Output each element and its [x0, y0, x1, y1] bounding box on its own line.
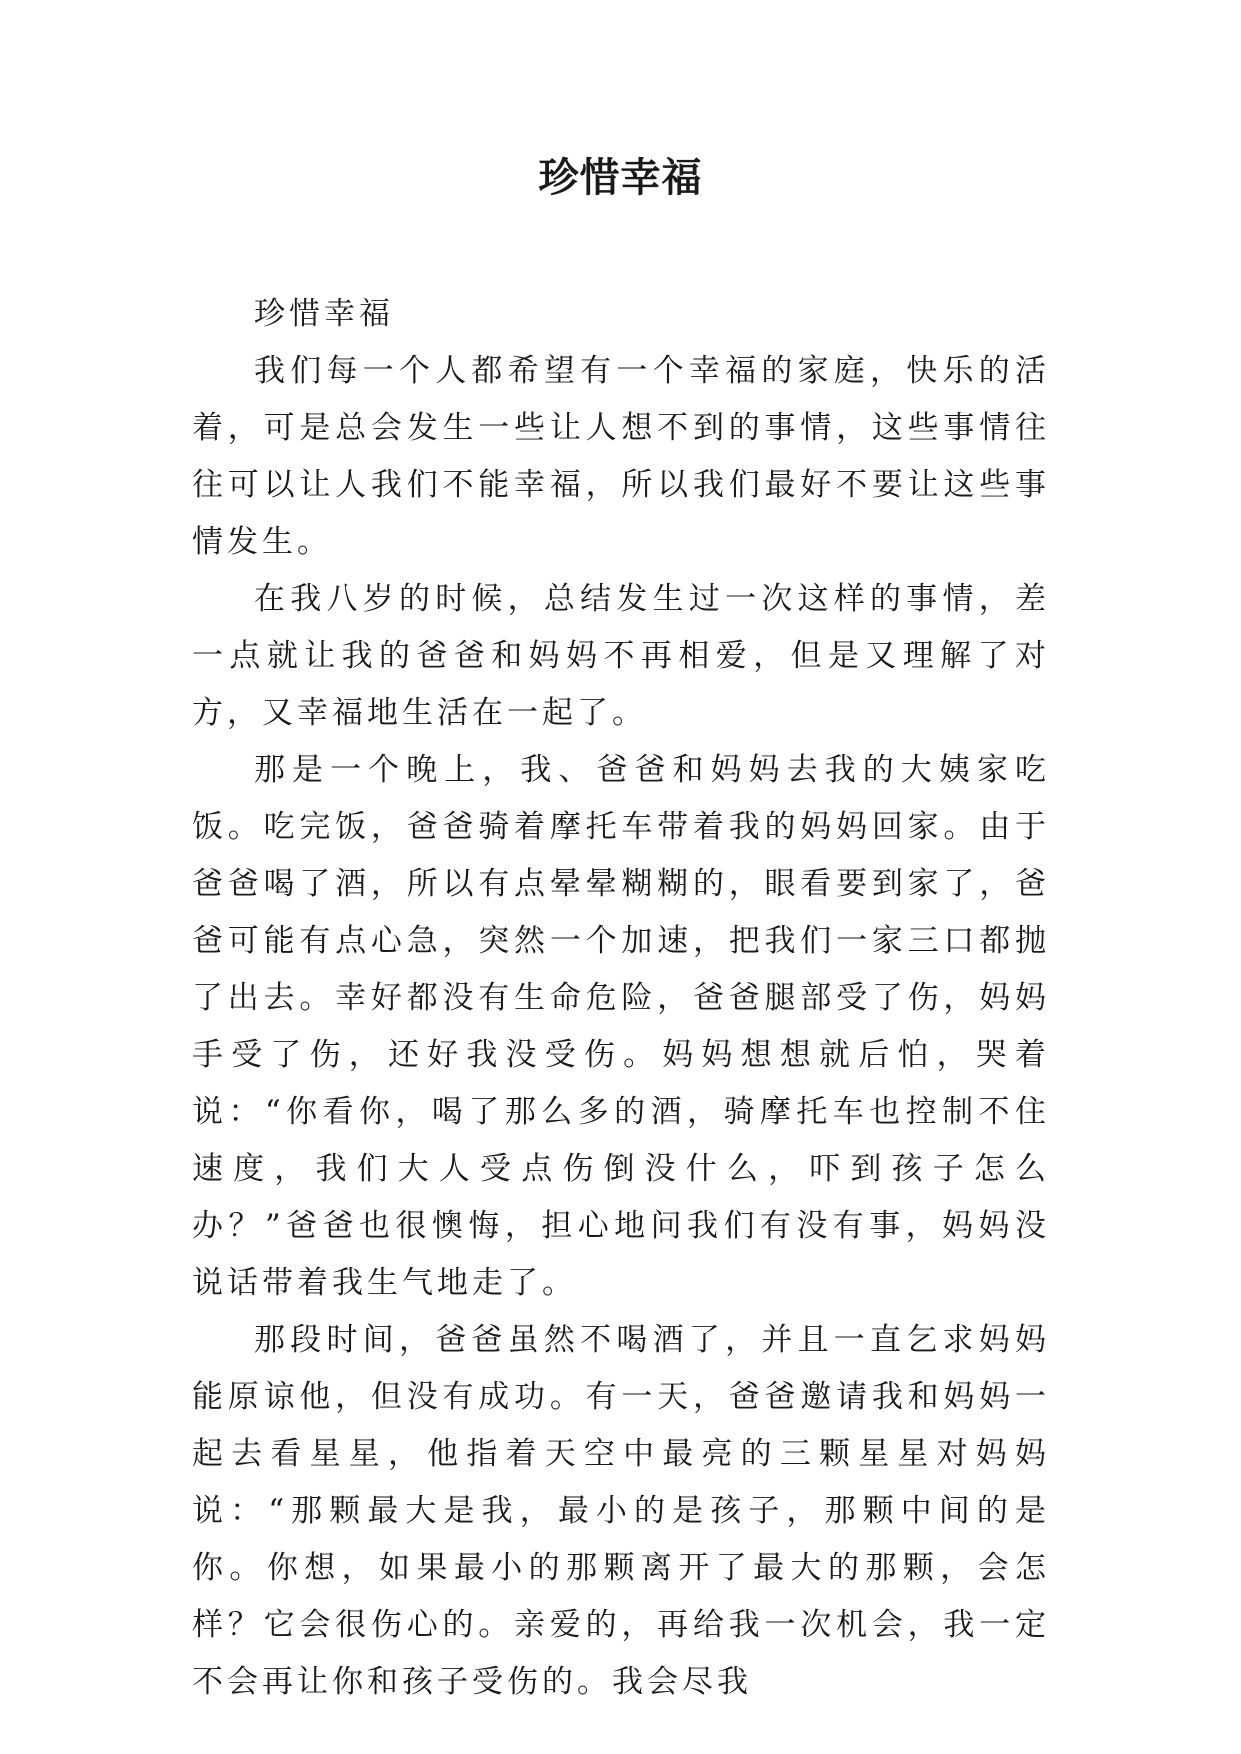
document-body: [192, 286, 1050, 1711]
document-title: 珍惜幸福: [538, 155, 703, 201]
paragraph: 我们每一个人都希望有一个幸福的家庭，快乐的活着，可是总会发生一些让人想不到的事情，这些事情往往可以让人我们不能幸福，所以我们最好不要让这些事情发生。: [192, 353, 1050, 560]
paragraph-subtitle: 珍惜幸福: [254, 296, 394, 332]
paragraph: 那段时间，爸爸虽然不喝酒了，并且一直乞求妈妈能原谅他，但没有成功。有一天，爸爸邀请我和妈妈一起去看星星，他指着天空中最亮的三颗星星对妈妈说：“那颗最大是我，最小的是孩子，那颗中间的是你。你想，如果最小的那颗离开了最大的那颗，会怎样？它会很伤心的。亲爱的，再给我一次机会，我一定不会再让你和孩子受伤的。我会尽我: [192, 1322, 1050, 1700]
paragraph: 在我八岁的时候，总结发生过一次这样的事情，差一点就让我的爸爸和妈妈不再相爱，但是又理解了对方，又幸福地生活在一起了。: [192, 581, 1050, 731]
paragraph: 那是一个晚上，我、爸爸和妈妈去我的大姨家吃饭。吃完饭，爸爸骑着摩托车带着我的妈妈回家。由于爸爸喝了酒，所以有点晕晕糊糊的，眼看要到家了，爸爸可能有点心急，突然一个加速，把我们一家三口都抛了出去。幸好都没有生命危险，爸爸腿部受了伤，妈妈手受了伤，还好我没受伤。妈妈想想就后怕，哭着说：“你看你，喝了那么多的酒，骑摩托车也控制不住速度，我们大人受点伤倒没什么，吓到孩子怎么办？”爸爸也很懊悔，担心地问我们有没有事，妈妈没说话带着我生气地走了。: [192, 752, 1050, 1301]
